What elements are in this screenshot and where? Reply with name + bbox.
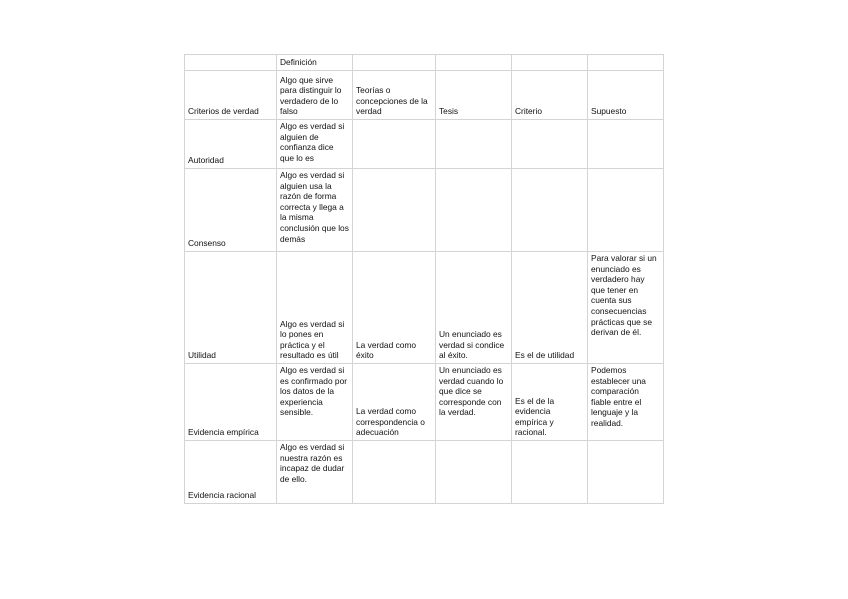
header-definicion-desc: Algo que sirve para distinguir lo verdadero de lo falso — [277, 71, 353, 120]
table-row — [185, 71, 664, 120]
table-cell — [353, 55, 436, 71]
table-row — [185, 252, 664, 364]
row-criterio: Consenso — [185, 169, 277, 252]
row-definicion: Algo es verdad si alguien de confianza dice que lo es — [277, 120, 353, 169]
row-teoria — [353, 441, 436, 504]
row-tesis — [436, 120, 512, 169]
row-criterio-col: Es el de la evidencia empírica y racional. — [512, 364, 588, 441]
row-definicion: Algo es verdad si es confirmado por los datos de la experiencia sensible. — [277, 364, 353, 441]
header-criterios: Criterios de verdad — [185, 71, 277, 120]
row-definicion: Algo es verdad si lo pones en práctica y el resultado es útil — [277, 252, 353, 364]
header-criterio: Criterio — [512, 71, 588, 120]
row-definicion: Algo es verdad si alguien usa la razón de forma correcta y llega a la misma conclusión que los demás — [277, 169, 353, 252]
table-row — [185, 55, 664, 71]
header-teorias: Teorías o concepciones de la verdad — [353, 71, 436, 120]
table-row — [185, 120, 664, 169]
row-teoria — [353, 120, 436, 169]
row-definicion: Algo es verdad si nuestra razón es incapaz de dudar de ello. — [277, 441, 353, 504]
table-cell — [588, 55, 664, 71]
row-criterio: Autoridad — [185, 120, 277, 169]
row-criterio-col: Es el de utilidad — [512, 252, 588, 364]
table-row — [185, 441, 664, 504]
row-criterio: Evidencia racional — [185, 441, 277, 504]
table-cell — [512, 55, 588, 71]
row-tesis: Un enunciado es verdad cuando lo que dice se corresponde con la verdad. — [436, 364, 512, 441]
row-criterio-col — [512, 169, 588, 252]
row-criterio: Evidencia empírica — [185, 364, 277, 441]
row-criterio: Utilidad — [185, 252, 277, 364]
table-row — [185, 169, 664, 252]
row-tesis — [436, 169, 512, 252]
row-tesis: Un enunciado es verdad si condice al éxito. — [436, 252, 512, 364]
row-teoria — [353, 169, 436, 252]
row-supuesto — [588, 120, 664, 169]
row-supuesto — [588, 441, 664, 504]
row-criterio-col — [512, 441, 588, 504]
row-supuesto: Para valorar si un enunciado es verdadero hay que tener en cuenta sus consecuencias prácticas que se derivan de él. — [588, 252, 664, 364]
header-tesis: Tesis — [436, 71, 512, 120]
table-cell — [185, 55, 277, 71]
table-cell — [436, 55, 512, 71]
row-criterio-col — [512, 120, 588, 169]
header-definicion: Definición — [277, 55, 353, 71]
table-row — [185, 364, 664, 441]
row-teoria: La verdad como correspondencia o adecuación — [353, 364, 436, 441]
truth-criteria-table — [184, 54, 664, 504]
row-teoria: La verdad como éxito — [353, 252, 436, 364]
header-supuesto: Supuesto — [588, 71, 664, 120]
row-supuesto — [588, 169, 664, 252]
row-tesis — [436, 441, 512, 504]
row-supuesto: Podemos establecer una comparación fiable entre el lenguaje y la realidad. — [588, 364, 664, 441]
